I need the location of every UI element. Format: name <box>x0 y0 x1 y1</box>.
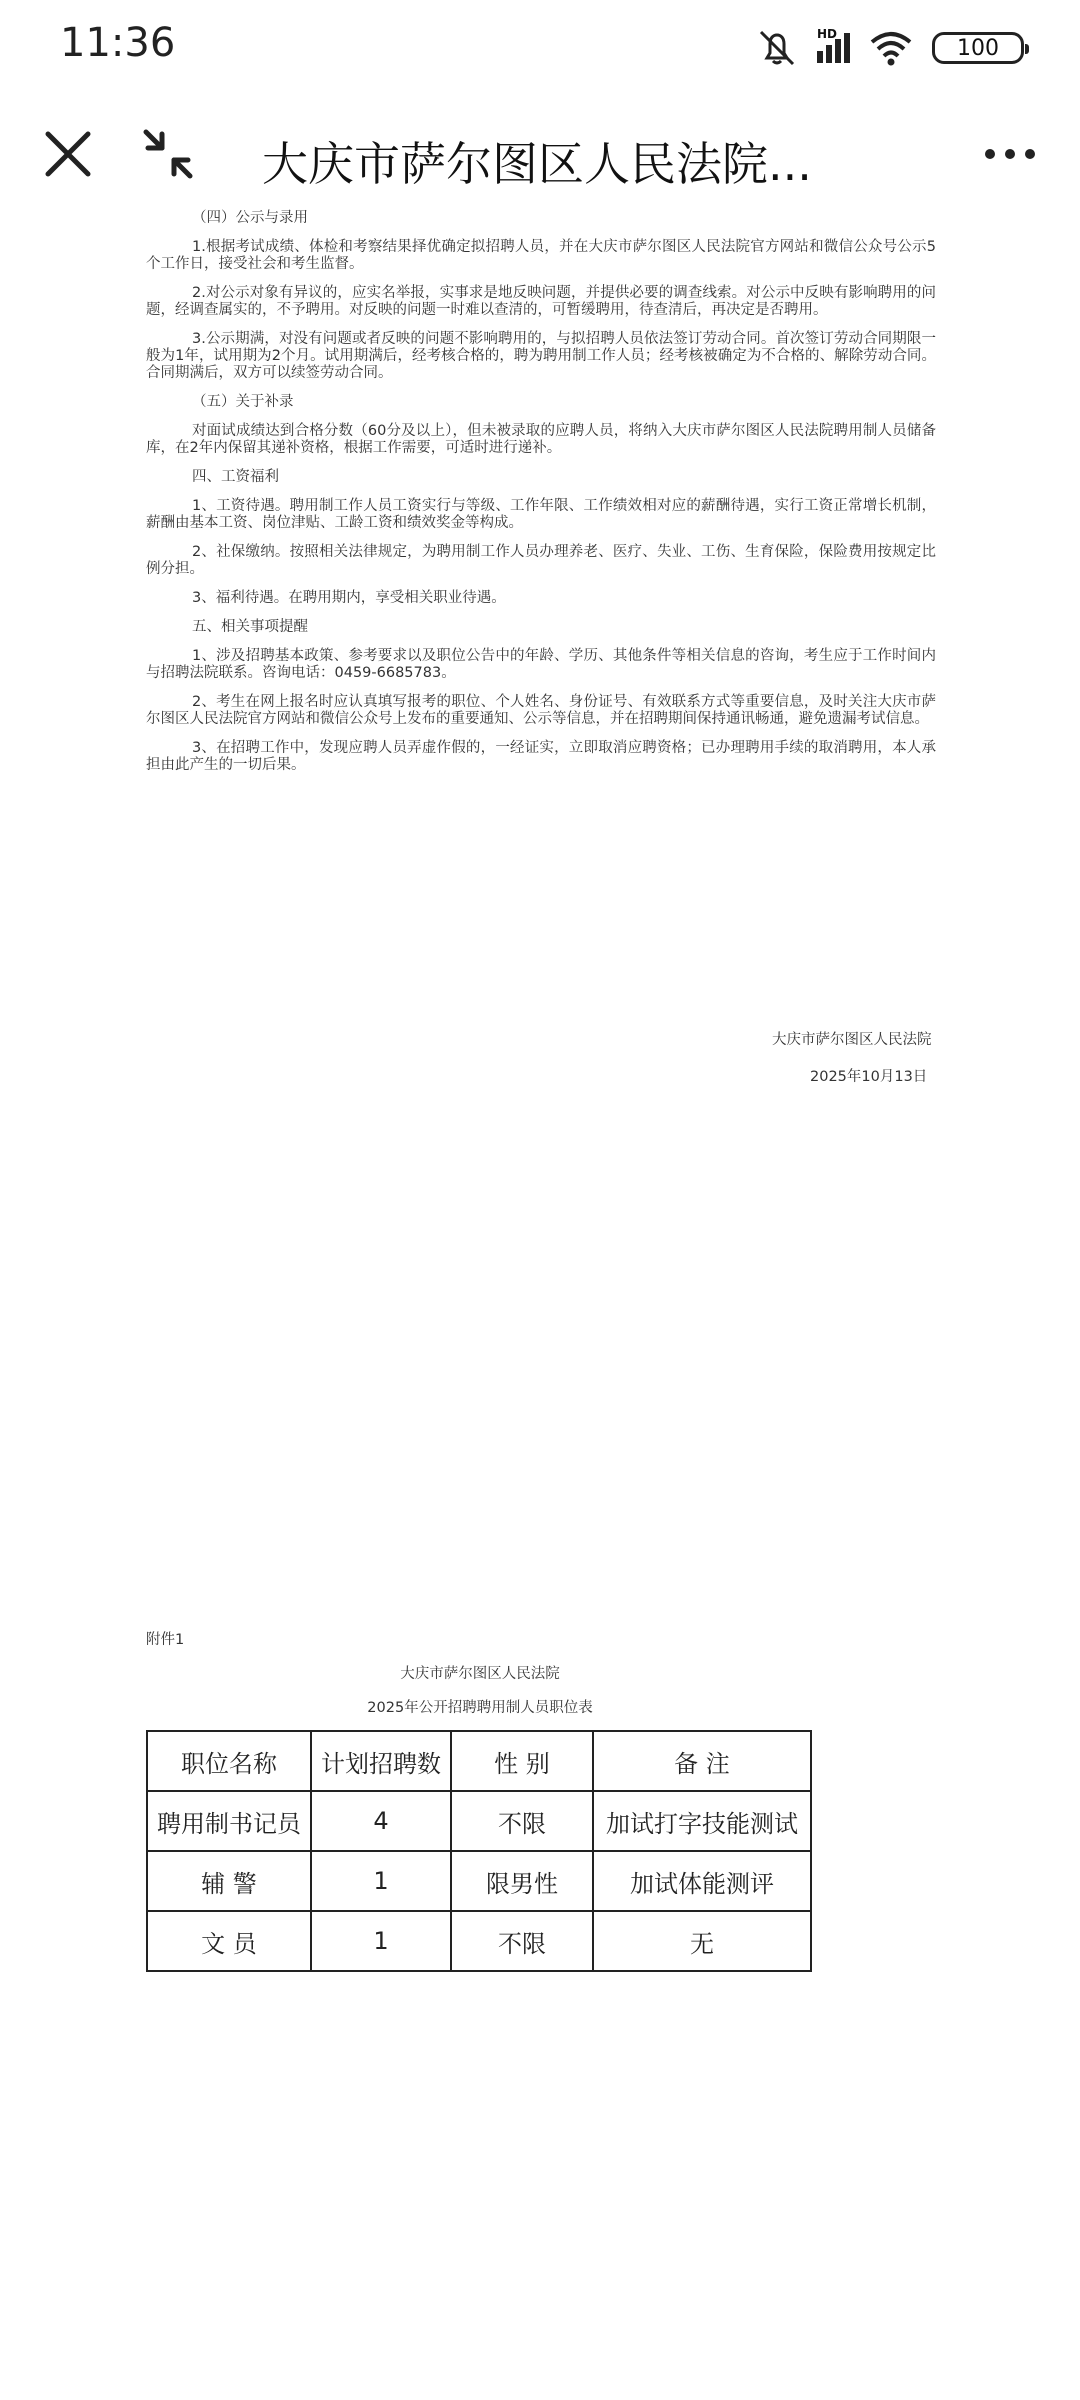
paragraph: 2、考生在网上报名时应认真填写报考的职位、个人姓名、身份证号、有效联系方式等重要信息，及时关注大庆市萨尔图区人民法院官方网站和微信公众号上发布的重要通知、公示等信息，并在招聘期间保持通讯畅通，避免遗漏考试信息。 <box>146 694 936 727</box>
collapse-icon <box>136 122 200 186</box>
paragraph: 1、工资待遇。聘用制工作人员工资实行与等级、工作年限、工作绩效相对应的薪酬待遇，实行工资正常增长机制，薪酬由基本工资、岗位津贴、工龄工资和绩效奖金等构成。 <box>146 498 936 531</box>
bell-muted-icon <box>755 28 799 68</box>
paragraph: 1、涉及招聘基本政策、参考要求以及职位公告中的年龄、学历、其他条件等相关信息的咨询，考生应于工作时间内与招聘法院联系。咨询电话：0459-6685783。 <box>146 648 936 681</box>
signature-org: 大庆市萨尔图区人民法院 <box>772 1032 932 1048</box>
signature-date: 2025年10月13日 <box>810 1069 928 1085</box>
close-button[interactable] <box>36 122 100 186</box>
header-cell: 职位名称 <box>147 1731 311 1791</box>
header-cell: 计划招聘数 <box>311 1731 451 1791</box>
paragraph: 3、福利待遇。在聘用期内，享受相关职业待遇。 <box>192 590 506 606</box>
table-cell: 辅 警 <box>147 1851 311 1911</box>
paragraph: 2.对公示对象有异议的，应实名举报，实事求是地反映问题，并提供必要的调查线索。对公示中反映有影响聘用的问题，经调查属实的，不予聘用。对反映的问题一时难以查清的，可暂缓聘用，待查清后，再决定是否聘用。 <box>146 285 936 318</box>
table-row <box>147 1791 811 1851</box>
signal-icon: HD <box>817 33 850 63</box>
table-cell: 4 <box>311 1791 451 1851</box>
positions-table <box>146 1730 812 1972</box>
table-cell: 限男性 <box>451 1851 593 1911</box>
minimize-button[interactable] <box>136 122 200 186</box>
table-cell: 不限 <box>451 1791 593 1851</box>
table-cell: 无 <box>593 1911 811 1971</box>
table-title: 2025年公开招聘聘用制人员职位表 <box>367 1700 593 1716</box>
section-heading: 五、相关事项提醒 <box>192 619 308 635</box>
table-cell: 加试体能测评 <box>593 1851 811 1911</box>
document-page <box>146 210 936 786</box>
table-cell: 1 <box>311 1911 451 1971</box>
table-cell: 聘用制书记员 <box>147 1791 311 1851</box>
table-row <box>147 1911 811 1971</box>
table-cell: 不限 <box>451 1911 593 1971</box>
more-icon <box>978 122 1042 186</box>
appendix-label: 附件1 <box>146 1632 185 1648</box>
table-cell: 加试打字技能测试 <box>593 1791 811 1851</box>
paragraph: 3、在招聘工作中，发现应聘人员弄虚作假的，一经证实，立即取消应聘资格；已办理聘用手续的取消聘用，本人承担由此产生的一切后果。 <box>146 740 936 773</box>
table-header-row <box>147 1731 811 1791</box>
status-bar <box>0 0 1080 100</box>
clock: 11:36 <box>60 20 176 66</box>
table-cell: 文 员 <box>147 1911 311 1971</box>
document-title: 大庆市萨尔图区人民法院... <box>262 137 812 188</box>
header-cell: 性 别 <box>451 1731 593 1791</box>
table-title-org: 大庆市萨尔图区人民法院 <box>400 1666 560 1682</box>
table-cell: 1 <box>311 1851 451 1911</box>
viewer-toolbar <box>0 100 1080 210</box>
more-options-button[interactable] <box>978 122 1042 186</box>
section-heading: 四、工资福利 <box>192 469 279 485</box>
table-row <box>147 1851 811 1911</box>
section-heading: （五）关于补录 <box>192 394 294 410</box>
paragraph: 3.公示期满，对没有问题或者反映的问题不影响聘用的，与拟招聘人员依法签订劳动合同。首次签订劳动合同期限一般为1年，试用期为2个月。试用期满后，经考核合格的，聘为聘用制工作人员；经考核被确定为不合格的、解除劳动合同。合同期满后，双方可以续签劳动合同。 <box>146 331 936 381</box>
close-icon <box>36 122 100 186</box>
section-heading: （四）公示与录用 <box>192 210 308 226</box>
battery-indicator: 100 <box>932 32 1024 64</box>
header-cell: 备 注 <box>593 1731 811 1791</box>
paragraph: 对面试成绩达到合格分数（60分及以上），但未被录取的应聘人员，将纳入大庆市萨尔图区人民法院聘用制人员储备库，在2年内保留其递补资格，根据工作需要，可适时进行递补。 <box>146 423 936 456</box>
paragraph: 1.根据考试成绩、体检和考察结果择优确定拟招聘人员，并在大庆市萨尔图区人民法院官方网站和微信公众号公示5个工作日，接受社会和考生监督。 <box>146 239 936 272</box>
wifi-icon <box>868 29 914 67</box>
paragraph: 2、社保缴纳。按照相关法律规定，为聘用制工作人员办理养老、医疗、失业、工伤、生育保险，保险费用按规定比例分担。 <box>146 544 936 577</box>
status-icons <box>755 28 1024 68</box>
